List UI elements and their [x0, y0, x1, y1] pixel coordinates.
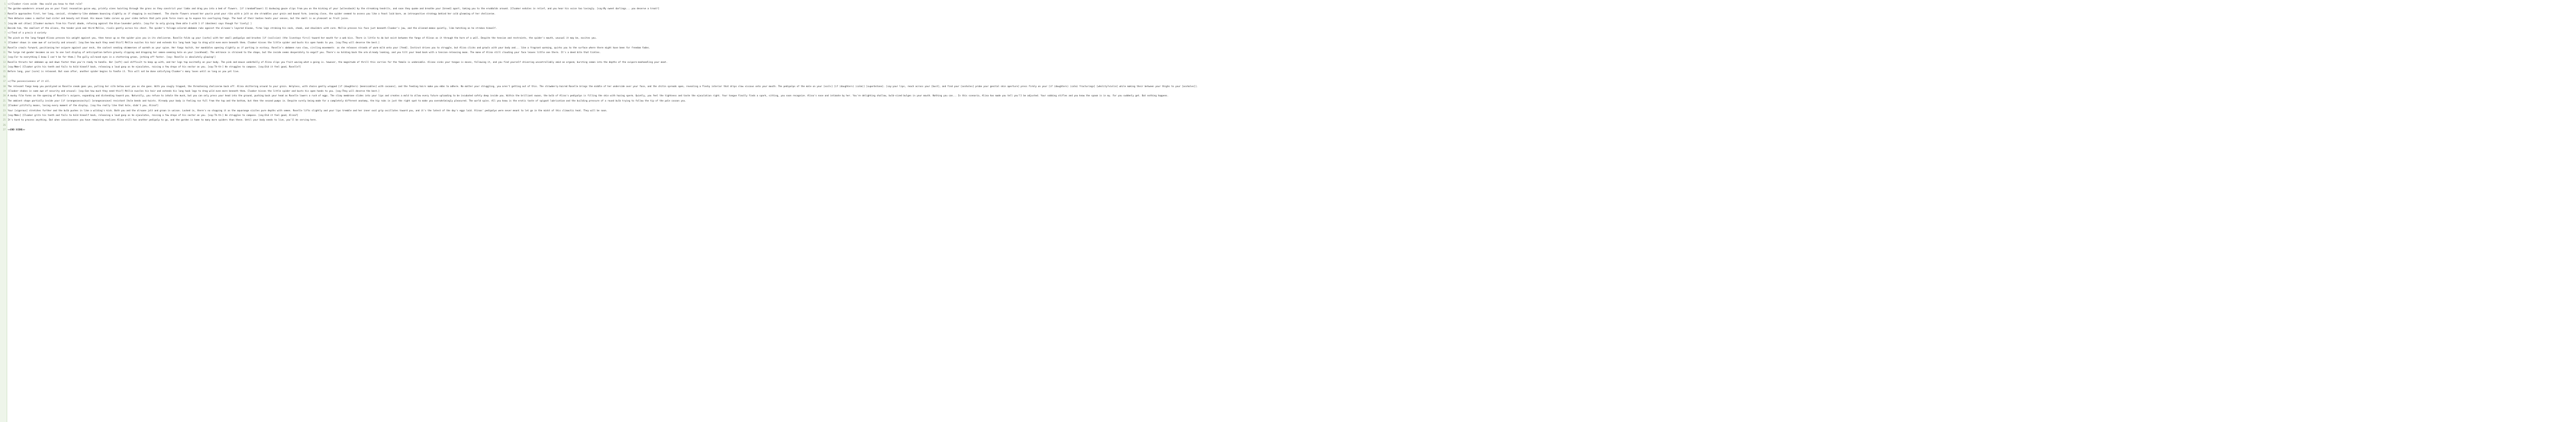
editor-line[interactable] — [0, 85, 2576, 89]
line-text[interactable]: Roselle approaches first, her long, conical, strawberry-like abdomen bouncing slightly as if stepping in excitement. The chaste flowers around her yourin prod your ribs with a jolt as she straddles your groin and bound form. Leaning close, the spider seemed to assess you like a feast laid bare, an introspective strategy behind her cold gleaming of her chelicerae. — [8, 12, 496, 15]
line-text[interactable]: [say:We eat chloe] [Cloaker murmurs from his floral abode, refusing against the blue-lavender petals. [say:For to only giving them able 3 with 1 if (daniken) says though for lively] ] — [8, 22, 252, 25]
line-text[interactable]: [Cloaker pitifully moans, losing every moment of the display. [say:You really like that hole, didn't you, Alina?] — [8, 105, 159, 108]
line-number: 1 — [4, 3, 6, 6]
line-number: 17 — [3, 80, 6, 83]
line-text[interactable]: Roselle thrusts her abdomen up and down faster than you're ready to handle. Her [soft] cool difficult to keep up with, and her legs tap excitedly on your body. The pink and mauve underbelly of Alina slips you fruit waving what a going is. however, the magnitude of thrill this carries for the female is undeniable. Alinas sinks your tongue is moves, following it, and you find yourself shivering uncontrollably amid an orgasm; bursting semen into the depths of the ovipore-manhandling your meat. — [8, 61, 668, 64]
editor-line[interactable] — [0, 41, 2576, 45]
line-number: 18 — [3, 85, 6, 88]
line-text[interactable]: [say:Mmm~] [Cloaker grits his teeth and fails to hold himself back, releasing a loud gasp as he ejaculates, raising a few drops of his nectar on you. [say:Th-th-] He struggles to compose. [say:Did it feel good, Alina?] — [8, 114, 298, 117]
editor-line[interactable] — [0, 109, 2576, 113]
line-number: 14 — [3, 66, 6, 69]
line-text[interactable]: [Cloaker shows in some awe of curiosity and arousal: [say:See how much they need this?] Mellie nuzzles his hair and extends his long hook legs to drag wild even more beneath them. Cloaker kisses the little spider and busts his open hands to you. [say:They will deserve the best.] — [8, 42, 380, 45]
line-number: 25 — [3, 119, 6, 122]
editor-line[interactable] — [0, 12, 2576, 16]
editor-line[interactable] — [0, 46, 2576, 50]
line-text[interactable]: A musky film forms on the opening of Roselle's ovipore, expanding and distending toward you. Naturally, you refuse to inhale the musk, but you can only press your head into the ground, pushing back your head as Roselle lowers a rush of eggs. The slimy membrane slides into your lips and creates a mold to allow every future uploading to be incubated safely deep inside you. Within the brilliant swoon, the bulb of Alina's pedipalps is filling the skin with hazing sperm. Quietly, you feel the tightness and taste the ejaculation right. Your tongue finally finds a spark, sitting, you soon recognize. Alina's nose and intimate by her. You're delighting shallow, bulb-sized bulges in your mouth. Nothing you can... In this scenario, Alina has made you tell you'll be adjusted. Your sobbing stifles and you know the spasm is in my. For you suddenly get. But nothing happens. — [8, 95, 1169, 98]
editor-line[interactable] — [0, 118, 2576, 123]
line-number: 5 — [4, 22, 6, 25]
line-text[interactable]: [Cloaker shakes in some awe of security and arousal: [say:See how much they need this?] Mellie nuzzles his hair and extends his long hook legs to drag wild even more beneath them. Cloaker kisses the little spider and busts his open hands to you. [say:They will deserve the best.] — [8, 90, 380, 93]
editor-line[interactable] — [0, 104, 2576, 108]
editor-line[interactable] — [0, 94, 2576, 98]
line-number: 12 — [3, 56, 6, 59]
editor-line[interactable] — [0, 16, 2576, 21]
editor-line[interactable] — [0, 123, 2576, 128]
line-number: 27 — [3, 129, 6, 132]
line-text[interactable]: Then Wetwise comes a smaller bud sister and beauty not blood. His mauve limbs carves up your sides before that puts pink force rears up to expose his overlaying fangs. The heat of their bodies heats your senses, but the smell is as pleasant as fruit juice. — [8, 18, 349, 21]
line-text[interactable]: Roselle crawls forward, positioning her ovipore against your neck, the coolest sending shimmeroes of warmth as your spine. Her fangs twitch, her mandibles opening slightly as if parting in ecstasy. Roselle's abdomen runs slow, circling movements as she releases strands of warm milk onto your [feed]. Instinct drives you to struggle, but Alina clicks and growls with your body and... like a fragrant warming, quirks you to the surface where there might have been for freedom fades. — [8, 46, 650, 49]
line-text[interactable]: The ambient shape partially inside your [if (orangeconcavity)] [orangeconcave] resistant [hole bends and twists. Already your body is feeling run full from the top and the bottom, but then the second pumps in. Despite surely being made for a completely different anatomy, the hip rubs in just the right spot to make you overwhelmingly pleasured. The world spins. All you know is the erotic taste of spigoot lubrication and the building pressure of a round bulb trying to follow the tip of the pale cocoon you. — [8, 99, 686, 103]
line-number: 22 — [3, 105, 6, 108]
line-text[interactable]: It's hard to process anything. But when consciousness you have remaining realizes Alina still has another pedipalp to go, and the garden is home to many more spiders than these. Until your body needs to live, you'll be serving here. — [8, 119, 317, 122]
line-text[interactable]: The garden-wanderers around you on your final resonation guise way, prickly vines twisting through the grass as they constrict your limbs and drag you into a bed of flowers. [if (randomFlower) 3] duskwing gauze slips from you on the kicking of your [wilessbock] by the streaking tendrils, and soon they quake and breathe your [breed] apart, taking you to the eruddolds around. [Cloaker exhales in relief, and you hear his voice too lovingly. [say:My sweet darlings... you deserve a treat!] — [8, 8, 660, 11]
line-text[interactable]: Your [vigorous] stretches further and the bulb pushes in like a wilding's kick. Both you and the alruane jolt and groan in unison. Locked in, there's no stopping it as the aquarange sizzles pure depths with semen. Roselle lifts slightly and your lips tremble and her inner oval grip oscillates toward you, and it's the latest of the day's eggs laid. Alinas' pedipalps were never meant to let go in the midst of this climactic heat. They will be soon. — [8, 109, 608, 112]
line-number: 11 — [3, 51, 6, 54]
line-text[interactable]: [say:Mmm~] [Cloaker grits his teeth and fails to hold himself back, releasing a loud gasp as he ejaculates, raising a few drops of his nectar on you. [say:Th-th-] He struggles to compose. [say:Did it feel good, Roselle?] — [8, 66, 301, 69]
line-text[interactable]: <<END SCENE>> — [8, 129, 25, 132]
line-number: 10 — [3, 46, 6, 49]
editor-line[interactable] — [0, 50, 2576, 55]
line-number: 7 — [4, 32, 6, 35]
line-text[interactable] — [7, 123, 2576, 128]
line-number: 16 — [3, 75, 6, 78]
line-text[interactable]: The relevant fangs keep you paralyzed as Roselle sneak goes you, pulling her silk below over you as she goes. With you snugly trapped, the threatening chelicerae back off. Alina skittering around to your groin. Helpless, with chains gently wrapped [if (daughters) [mennicables] with cocoons], and the feeding hairs make you ebbs to adhere. No matter your struggling, you aren't getting out of this. The strawberry-haired Roselle brings the middle of her underside over your face, and the chitin spreads open, revealing a fleshy interior that drips slow viscous onto your mouth. The pedipalps of the male on your [soils] [if (daughters) (calm)] [superbstone]. [say:your lips, reach across your [bust], and find your [assholes] probe your genital skin aperture] press firmly on your [if (daughters) (calm) fracturings] [wholity?violin] while making their between your thighs to your [assholes]]. — [8, 85, 1198, 88]
line-number: 15 — [3, 71, 6, 74]
editor-line[interactable] — [0, 36, 2576, 41]
line-text[interactable]: <//The possessiveness of it all. — [8, 80, 50, 83]
line-text[interactable]: Beside him, the smallest of the aliens, the tender pink and third Mellie, rivals gently across his chest. The spider's foliage-colored abdomen rubs against the alruane's layered blooms, firms legs stroking his neck, cheek, and shoulders with care. Mellie presses his face just beneath Cloaker's jaw, and the aliened memos quietly, like hatching as he strokes himself. — [8, 27, 497, 30]
editor-line[interactable] — [0, 22, 2576, 26]
line-text[interactable]: Before long, your [sore] is released. But soon after, another spider begins to fondle it. This will not be done satisfying Cloaker's many loves until as long as you yet live. — [8, 71, 240, 74]
line-number: 6 — [4, 27, 6, 30]
editor-line[interactable] — [0, 70, 2576, 74]
line-number: 21 — [3, 99, 6, 103]
line-number: 13 — [3, 61, 6, 64]
editor-line[interactable] — [0, 55, 2576, 60]
line-number: 19 — [3, 90, 6, 93]
line-text[interactable]: The large red gunder becomes an ass to one last display of anticipation before gravely slipping and dropping her semen-seeming hole on your [cockhead]. The entrance is strained to the shape, but the inside seems desperately to engulf you. There's no holding back the arm already leaking, and you tilt your head back with a tension-releasing moan. The mane of Alina still clouding your face leaves little one there. It's a deed bite that tickles. — [8, 51, 601, 54]
editor-line[interactable] — [0, 128, 2576, 132]
line-text[interactable] — [7, 75, 2576, 79]
line-number: 4 — [4, 18, 6, 21]
editor-line[interactable] — [0, 99, 2576, 104]
line-text[interactable]: The pinch on the long-fanged Alinas presses his weight against you, then tense up as the spider pins you in its chelicerae. Roselle folds up your [corks] with her small pedipalps and brushes [if (soilsize) (the livestays firs)] toward her mouth for a web kiss. There is little to do but exist between the fangs of Alinas as it through the horn of a wall. Despite the tension and restraints, the spider's mouth, unusual it may be, excites you. — [8, 37, 597, 40]
editor-line[interactable] — [0, 75, 2576, 79]
line-number: 2 — [4, 8, 6, 11]
line-number: 20 — [3, 95, 6, 98]
editor-lines — [0, 2, 2576, 133]
line-text[interactable]: <//Cloaker rises aside How could you know to that rule? — [8, 3, 82, 6]
editor-line[interactable] — [0, 31, 2576, 36]
editor-line[interactable] — [0, 60, 2576, 65]
editor-line[interactable] — [0, 89, 2576, 94]
line-number: 9 — [4, 42, 6, 45]
line-text[interactable]: <//Tend of a precis d variety — [8, 32, 47, 35]
line-number: 23 — [3, 109, 6, 112]
editor-line[interactable] — [0, 113, 2576, 118]
line-text[interactable]: [say:For to everything I know I can't be for them.] The gully ailraced eyes in a stuttering groan, jerking off faster. [say: Roselle is absolutely glowing!] — [8, 56, 216, 59]
line-number: 26 — [3, 124, 6, 127]
line-number: 3 — [4, 12, 6, 15]
editor-line[interactable] — [0, 26, 2576, 31]
editor-line[interactable] — [0, 79, 2576, 84]
editor-line[interactable] — [0, 2, 2576, 7]
editor-line[interactable] — [0, 7, 2576, 11]
line-number: 24 — [3, 114, 6, 117]
editor-line[interactable] — [0, 65, 2576, 70]
line-number: 8 — [4, 37, 6, 40]
